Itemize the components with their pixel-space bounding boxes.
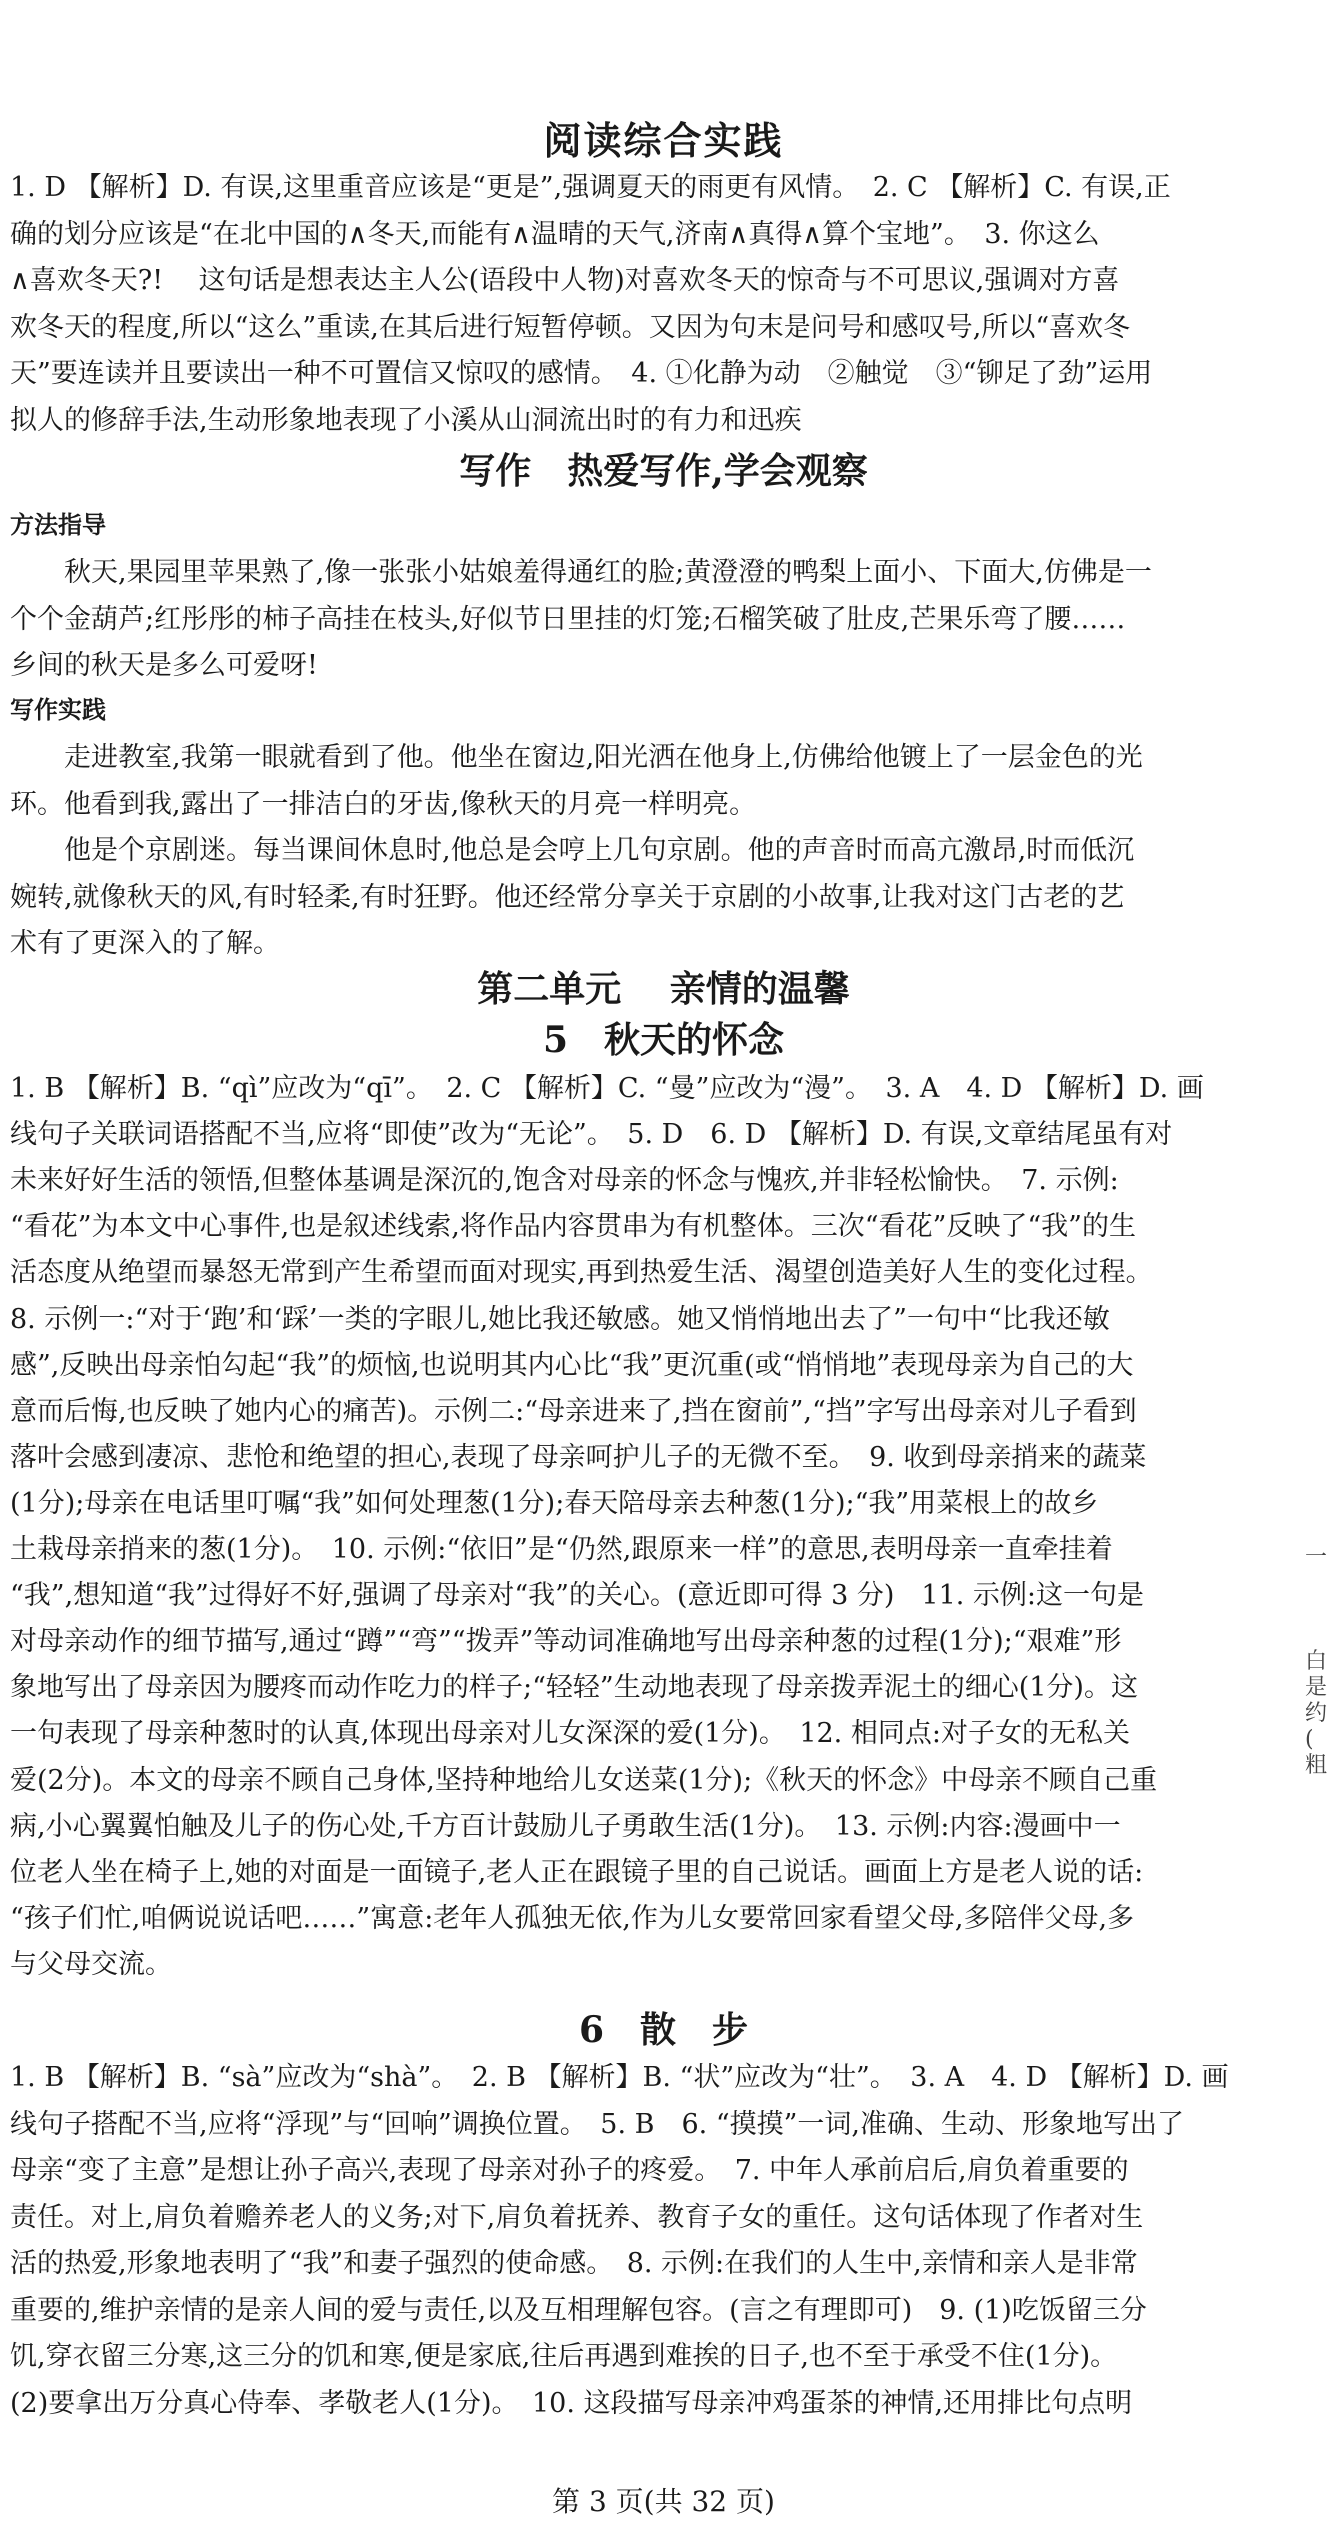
lesson6-line: 活的热爱,形象地表明了“我”和妻子强烈的使命感。 8. 示例:在我们的人生中,亲情和亲人是非常 <box>10 2248 1138 2279</box>
lesson5-line: 意而后悔,也反映了她内心的痛苦)。示例二:“母亲进来了,挡在窗前”,“挡”字写出母亲对儿子看到 <box>10 1395 1137 1427</box>
lesson5-line: 感”,反映出母亲怕勾起“我”的烦恼,也说明其内心比“我”更沉重(或“悄悄地”表现母亲为自己的大 <box>10 1349 1134 1381</box>
lesson5-line: 线句子关联词语搭配不当,应将“即使”改为“无论”。 5. D 6. D 【解析】D. 有误,文章结尾虽有对 <box>10 1119 1173 1151</box>
lesson5-line: “我”,想知道“我”过得好不好,强调了母亲对“我”的关心。(意近即可得 3 分) 11. 示例:这一句是 <box>10 1580 1145 1612</box>
reading-section-title: 阅读综合实践 <box>543 118 784 163</box>
practice-line: 术有了更深入的了解。 <box>10 928 280 959</box>
practice-label: 写作实践 <box>10 696 106 724</box>
lesson6-line: 重要的,维护亲情的是亲人间的爱与责任,以及互相理解包容。(言之有理即可) 9. (1)吃饭留三分 <box>10 2294 1147 2326</box>
lesson5-line: 活态度从绝望而暴怒无常到产生希望而面对现实,再到热爱生活、渴望创造美好人生的变化过程。 <box>10 1257 1153 1289</box>
lesson5-line: “孩子们忙,咱俩说说话吧……”寓意:老年人孤独无依,作为儿女要常回家看望父母,多陪伴父母,多 <box>10 1902 1135 1934</box>
lesson6-line: 线句子搭配不当,应将“浮现”与“回响”调换位置。 5. B 6. “摸摸”一词,准确、生动、形象地写出了 <box>10 2108 1185 2140</box>
lesson5-line: 与父母交流。 <box>10 1948 172 1980</box>
lesson5-line: 8. 示例一:“对于‘跑’和‘踩’一类的字眼儿,她比我还敏感。她又悄悄地出去了”一句中“比我还敏 <box>10 1303 1110 1335</box>
lesson5-line: 落叶会感到凄凉、悲怆和绝望的担心,表现了母亲呵护儿子的无微不至。 9. 收到母亲捎来的蔬菜 <box>10 1441 1147 1473</box>
method-line: 个个金葫芦;红彤彤的柿子高挂在枝头,好似节日里挂的灯笼;石榴笑破了肚皮,芒果乐弯了腰…… <box>10 603 1126 635</box>
method-line: 乡间的秋天是多么可爱呀! <box>10 650 318 681</box>
unit-title: 第二单元 亲情的温馨 <box>477 968 850 1010</box>
method-line: 秋天,果园里苹果熟了,像一张张小姑娘羞得通红的脸;黄澄澄的鸭梨上面小、下面大,仿佛是一 <box>10 557 1152 588</box>
reading-line: 拟人的修辞手法,生动形象地表现了小溪从山洞流出时的有力和迅疾 <box>10 404 802 436</box>
lesson5-line: 位老人坐在椅子上,她的对面是一面镜子,老人正在跟镜子里的自己说话。画面上方是老人说的话: <box>10 1856 1144 1888</box>
practice-line: 走进教室,我第一眼就看到了他。他坐在窗边,阳光洒在他身上,仿佛给他镀上了一层金色的光 <box>10 742 1143 773</box>
practice-line: 环。他看到我,露出了一排洁白的牙齿,像秋天的月亮一样明亮。 <box>10 788 757 820</box>
lesson5-line: 土栽母亲捎来的葱(1分)。 10. 示例:“依旧”是“仍然,跟原来一样”的意思,表明母亲一直牵挂着 <box>10 1534 1113 1565</box>
lesson5-line: (1分);母亲在电话里叮嘱“我”如何处理葱(1分);春天陪母亲去种葱(1分);“我”用菜根上的故乡 <box>10 1487 1099 1519</box>
lesson6-line: 责任。对上,肩负着赡养老人的义务;对下,肩负着抚养、教育子女的重任。这句话体现了作者对生 <box>10 2201 1144 2233</box>
page-footer: 第 3 页(共 32 页) <box>552 2485 775 2518</box>
method-label: 方法指导 <box>10 511 106 539</box>
lesson5-line: 一句表现了母亲种葱时的认真,体现出母亲对儿女深深的爱(1分)。 12. 相同点:对子女的无私关 <box>10 1718 1130 1750</box>
reading-line: ∧喜欢冬天?! 这句话是想表达主人公(语段中人物)对喜欢冬天的惊奇与不可思议,强调对方喜 <box>10 265 1120 296</box>
reading-line: 1. D 【解析】D. 有误,这里重音应该是“更是”,强调夏天的雨更有风情。 2. C 【解析】C. 有误,正 <box>10 172 1171 203</box>
lesson6-line: (2)要拿出万分真心侍奉、孝敬老人(1分)。 10. 这段描写母亲冲鸡蛋茶的神情,还用排比句点明 <box>10 2387 1133 2419</box>
reading-line: 天”要连读并且要读出一种不可置信又惊叹的感情。 4. ①化静为动 ②触觉 ③“铆足了劲”运用 <box>10 358 1153 389</box>
lesson5-line: 病,小心翼翼怕触及儿子的伤心处,千方百计鼓励儿子勇敢生活(1分)。 13. 示例:内容:漫画中一 <box>10 1810 1121 1842</box>
lesson6-line: 饥,穿衣留三分寒,这三分的饥和寒,便是家底,往后再遇到难挨的日子,也不至于承受不住(1分)。 <box>10 2341 1118 2372</box>
lesson5-line: 对母亲动作的细节描写,通过“蹲”“弯”“拨弄”等动词准确地写出母亲种葱的过程(1分);“艰难”形 <box>10 1626 1122 1658</box>
lesson6-title: 6 散 步 <box>578 2009 749 2051</box>
adjacent-page-edge-text: 一 白 是 约 ( 粗 <box>1305 1545 1327 1778</box>
lesson6-line: 母亲“变了主意”是想让孙子高兴,表现了母亲对孙子的疼爱。 7. 中年人承前启后,肩负着重要的 <box>10 2155 1129 2186</box>
lesson6-line: 1. B 【解析】B. “sà”应改为“shà”。 2. B 【解析】B. “状”应改为“壮”。 3. A 4. D 【解析】D. 画 <box>10 2062 1229 2093</box>
reading-line: 确的划分应该是“在北中国的∧冬天,而能有∧温晴的天气,济南∧真得∧算个宝地”。 3. 你这么 <box>10 218 1100 250</box>
practice-line: 婉转,就像秋天的风,有时轻柔,有时狂野。他还经常分享关于京剧的小故事,让我对这门古老的艺 <box>10 881 1125 913</box>
lesson5-line: 1. B 【解析】B. “qì”应改为“qī”。 2. C 【解析】C. “曼”应改为“漫”。 3. A 4. D 【解析】D. 画 <box>10 1073 1204 1104</box>
reading-line: 欢冬天的程度,所以“这么”重读,在其后进行短暂停顿。又因为句末是问号和感叹号,所以“喜欢冬 <box>10 311 1131 343</box>
lesson5-line: 象地写出了母亲因为腰疼而动作吃力的样子;“轻轻”生动地表现了母亲拨弄泥土的细心(1分)。这 <box>10 1672 1138 1704</box>
lesson5-title: 5 秋天的怀念 <box>542 1019 785 1061</box>
writing-section-title: 写作 热爱写作,学会观察 <box>459 450 868 492</box>
lesson5-line: 未来好好生活的领悟,但整体基调是深沉的,饱含对母亲的怀念与愧疚,并非轻松愉快。 7. 示例: <box>10 1165 1119 1197</box>
lesson5-line: “看花”为本文中心事件,也是叙述线索,将作品内容贯串为有机整体。三次“看花”反映了“我”的生 <box>10 1211 1136 1243</box>
practice-line: 他是个京剧迷。每当课间休息时,他总是会哼上几句京剧。他的声音时而高亢激昂,时而低沉 <box>10 835 1135 866</box>
lesson5-line: 爱(2分)。本文的母亲不顾自己身体,坚持种地给儿女送菜(1分);《秋天的怀念》中母亲不顾自己重 <box>10 1764 1158 1796</box>
